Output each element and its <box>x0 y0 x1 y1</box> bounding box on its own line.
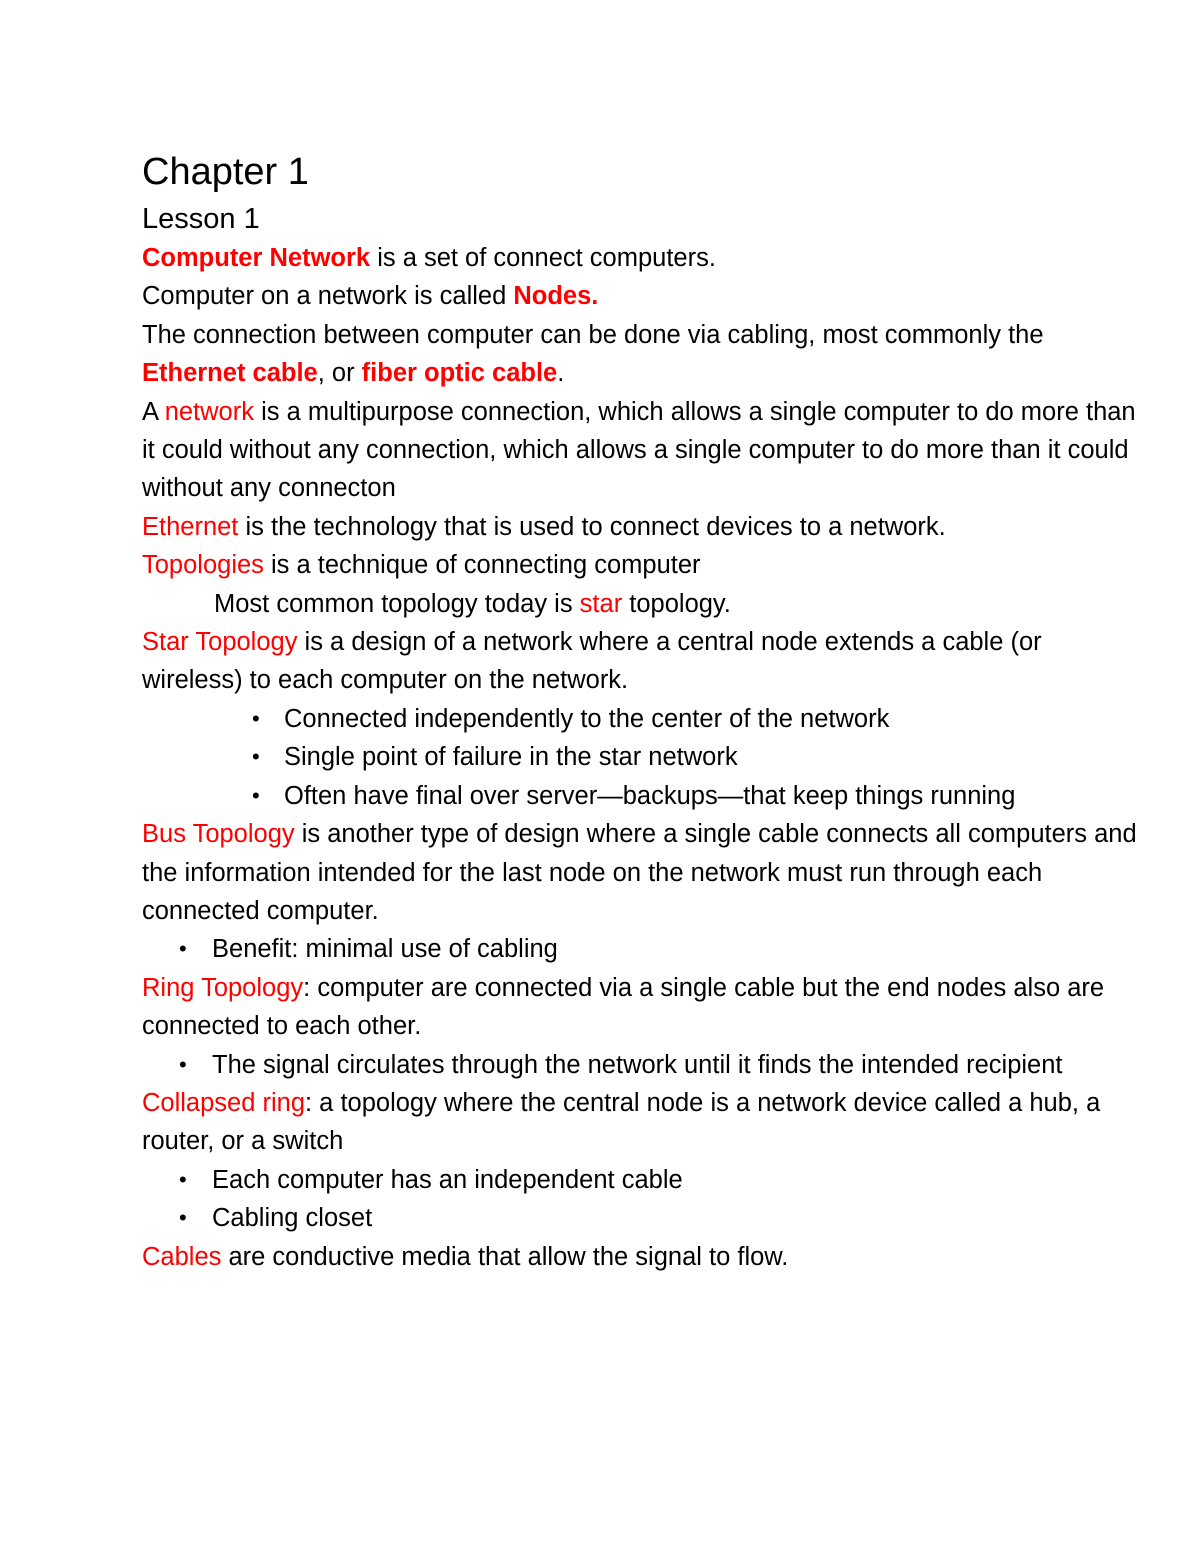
paragraph-star-topology <box>142 623 1142 700</box>
ring-topology-bullet-list <box>142 1046 1142 1084</box>
list-item <box>142 1046 1142 1084</box>
list-item <box>142 777 1142 815</box>
list-item-text: The signal circulates through the network until it finds the intended recipient <box>212 1050 1063 1079</box>
paragraph-ring-topology <box>142 969 1142 1046</box>
bullet-icon: • <box>179 1051 187 1077</box>
bullet-icon: • <box>252 744 260 770</box>
definition-text: is a technique of connecting computer <box>263 551 701 580</box>
document-page <box>142 148 1142 1276</box>
definition-text: A <box>142 397 165 426</box>
definition-text: is the technology that is used to connect devices to a network. <box>238 512 946 541</box>
bullet-icon: • <box>252 782 260 808</box>
term-star-topology: Star Topology <box>142 628 298 657</box>
term-topologies: Topologies <box>142 551 264 580</box>
definition-text: is another type of design where a single cable connects all computers and the information intended for the last node on the network must run through each connected computer. <box>142 820 1137 925</box>
paragraph-nodes <box>142 277 1142 315</box>
paragraph-bus-topology <box>142 815 1142 930</box>
list-item <box>142 1199 1142 1237</box>
list-item-text: Each computer has an independent cable <box>212 1165 683 1194</box>
term-computer-network: Computer Network <box>142 244 371 272</box>
definition-text: are conductive media that allow the signal to flow. <box>221 1242 789 1271</box>
term-ethernet-cable: Ethernet cable <box>142 359 318 388</box>
chapter-title: Chapter 1 <box>142 151 309 193</box>
bullet-icon: • <box>179 1205 187 1231</box>
lesson-title: Lesson 1 <box>142 203 260 235</box>
definition-text: is a set of connect computers. <box>370 244 716 272</box>
collapsed-ring-bullet-list <box>142 1161 1142 1238</box>
list-item-text: Cabling closet <box>212 1204 373 1233</box>
paragraph-network <box>142 393 1142 508</box>
term-nodes: Nodes. <box>513 282 599 311</box>
definition-text: , or <box>317 359 362 388</box>
term-network: network <box>164 397 254 426</box>
paragraph-computer-network <box>142 239 1142 277</box>
paragraph-topologies <box>142 546 1142 584</box>
list-item <box>142 1161 1142 1199</box>
definition-text: is a multipurpose connection, which allows a single computer to do more than it could without any connection, which allows a single computer to do more than it could without any connecton <box>142 397 1136 503</box>
term-fiber-optic-cable: fiber optic cable <box>361 359 558 388</box>
bullet-icon: • <box>179 1166 187 1192</box>
term-star: star <box>579 589 623 618</box>
list-item <box>142 700 1142 738</box>
definition-text: : computer are connected via a single cable but the end nodes also are connected to each other. <box>142 973 1105 1041</box>
definition-text: Computer on a network is called <box>142 282 514 311</box>
term-cables: Cables <box>142 1242 222 1271</box>
list-item-text: Connected independently to the center of the network <box>284 704 890 733</box>
term-collapsed-ring: Collapsed ring <box>142 1088 306 1117</box>
list-item-text: Often have final over server—backups—that keep things running <box>284 781 1016 810</box>
paragraph-ethernet <box>142 508 1142 546</box>
term-ring-topology: Ring Topology <box>142 973 304 1002</box>
list-item-text: Single point of failure in the star network <box>284 743 738 772</box>
bus-topology-bullet-list <box>142 930 1142 968</box>
definition-text: . <box>557 359 565 388</box>
definition-text: Most common topology today is <box>214 589 580 618</box>
paragraph-common-topology <box>142 585 1142 623</box>
definition-text: is a design of a network where a central node extends a cable (or wireless) to each computer on the network. <box>142 628 1042 695</box>
definition-text: : a topology where the central node is a network device called a hub, a router, or a switch <box>142 1088 1101 1156</box>
definition-text: The connection between computer can be done via cabling, most commonly the <box>142 320 1044 349</box>
list-item <box>142 738 1142 776</box>
list-item-text: Benefit: minimal use of cabling <box>212 935 558 964</box>
bullet-icon: • <box>179 936 187 962</box>
paragraph-cables <box>142 1238 1142 1276</box>
term-bus-topology: Bus Topology <box>142 820 295 849</box>
star-topology-bullet-list <box>142 700 1142 815</box>
paragraph-connection <box>142 316 1142 393</box>
definition-text: topology. <box>622 589 731 618</box>
list-item <box>142 930 1142 968</box>
term-ethernet: Ethernet <box>142 512 239 541</box>
paragraph-collapsed-ring <box>142 1084 1142 1161</box>
bullet-icon: • <box>252 705 260 731</box>
